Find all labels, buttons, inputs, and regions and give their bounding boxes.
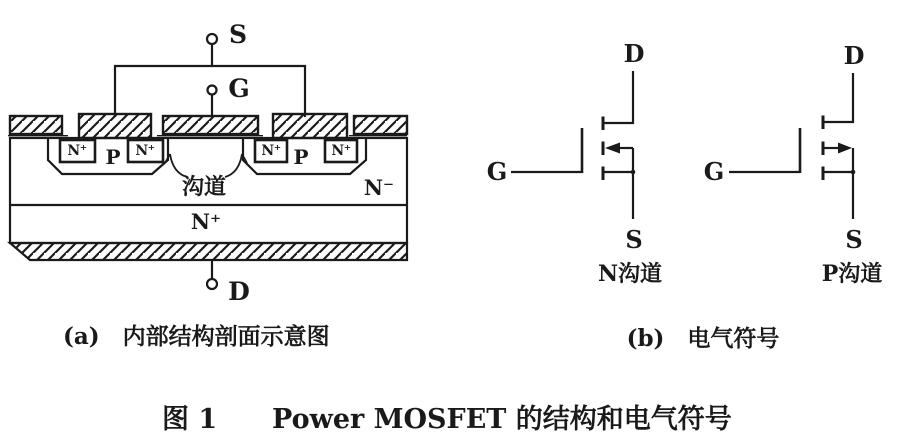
source-metal-left bbox=[79, 114, 151, 138]
nmos-junction-dot bbox=[631, 170, 636, 175]
nmos-gate-label: G bbox=[486, 157, 508, 186]
panel-a-caption: (a) 内部结构剖面示意图 bbox=[63, 323, 330, 350]
source-terminal-label: S bbox=[228, 20, 248, 49]
gate-electrode-center bbox=[163, 116, 258, 134]
figure-number: 图 1 bbox=[162, 404, 218, 435]
n-plus-label-3: N⁺ bbox=[261, 143, 281, 159]
nmos-symbol bbox=[511, 71, 635, 219]
n-plus-substrate-label: N⁺ bbox=[190, 209, 222, 234]
pmos-gate-label: G bbox=[703, 157, 725, 186]
channel-label: 沟道 bbox=[181, 174, 227, 200]
pmos-source-label: S bbox=[845, 225, 863, 254]
pmos-arrow bbox=[838, 143, 852, 154]
p-body-label-left: P bbox=[105, 145, 121, 169]
panel-b-caption: (b) 电气符号 bbox=[626, 325, 780, 352]
gate-electrode-right-edge bbox=[354, 116, 407, 134]
nmos-type-label: N沟道 bbox=[597, 261, 663, 287]
n-minus-drift-label: N⁻ bbox=[363, 175, 395, 200]
nmos-arrow bbox=[605, 143, 620, 154]
gate-electrode-left-edge bbox=[10, 116, 62, 134]
p-body-label-right: P bbox=[293, 145, 309, 169]
n-plus-label-2: N⁺ bbox=[135, 143, 155, 159]
gate-terminal-circle bbox=[208, 86, 217, 95]
nmos-drain-wire bbox=[604, 71, 633, 123]
pmos-symbol bbox=[729, 73, 855, 219]
drain-metal bbox=[10, 243, 407, 260]
pmos-junction-dot bbox=[851, 170, 856, 175]
gate-terminal-label: G bbox=[228, 74, 250, 103]
pmos-drain-wire bbox=[823, 73, 853, 122]
nmos-source-label: S bbox=[625, 225, 643, 254]
cross-section-diagram bbox=[8, 34, 407, 289]
nmos-drain-label: D bbox=[623, 39, 645, 68]
n-plus-label-4: N⁺ bbox=[331, 143, 351, 159]
n-plus-label-1: N⁺ bbox=[67, 143, 87, 159]
drain-terminal-label: D bbox=[228, 277, 250, 306]
figure-title: Power MOSFET 的结构和电气符号 bbox=[272, 404, 732, 435]
pmos-type-label: P沟道 bbox=[821, 261, 883, 287]
drain-terminal-circle bbox=[207, 279, 217, 289]
pmos-drain-label: D bbox=[843, 41, 865, 70]
source-metal-right bbox=[273, 114, 347, 138]
channel-pointer-right bbox=[225, 154, 242, 177]
source-terminal-circle bbox=[207, 34, 217, 44]
